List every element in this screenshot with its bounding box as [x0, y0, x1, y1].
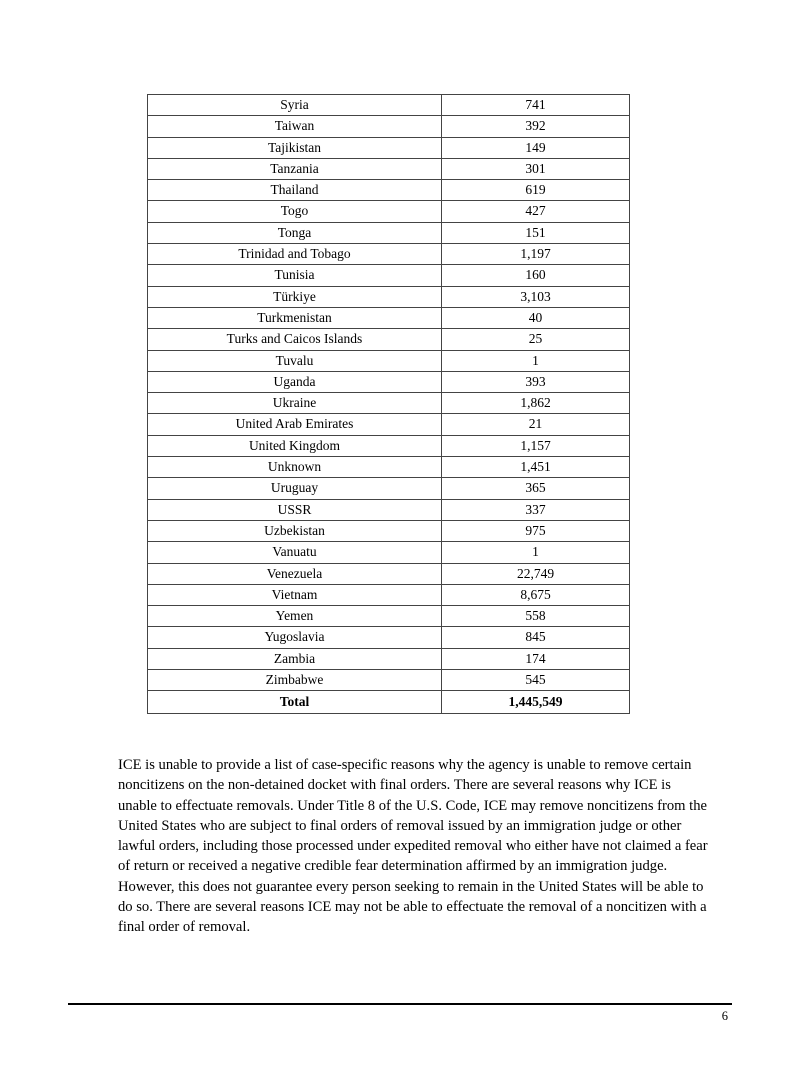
count-cell: 3,103 — [442, 286, 630, 307]
table-row — [148, 393, 630, 414]
count-cell: 151 — [442, 222, 630, 243]
count-cell: 741 — [442, 95, 630, 116]
count-cell: 337 — [442, 499, 630, 520]
count-cell: 22,749 — [442, 563, 630, 584]
table-row — [148, 158, 630, 179]
table-row — [148, 606, 630, 627]
count-cell: 558 — [442, 606, 630, 627]
country-removals-table — [147, 94, 630, 714]
total-value: 1,445,549 — [442, 691, 630, 714]
table-row — [148, 648, 630, 669]
table-row — [148, 201, 630, 222]
country-cell: Yemen — [148, 606, 442, 627]
count-cell: 1,197 — [442, 244, 630, 265]
country-cell: USSR — [148, 499, 442, 520]
table-row — [148, 286, 630, 307]
count-cell: 174 — [442, 648, 630, 669]
table-body — [148, 95, 630, 714]
body-paragraph: ICE is unable to provide a list of case-specific reasons why the agency is unable to remove certain noncitizens on the non-detained docket with final orders. There are several reasons why ICE is unable to effectuate removals. Under Title 8 of the U.S. Code, ICE may remove noncitizens from the United States who are subject to final orders of removal issued by an immigration judge or other lawful orders, including those processed under expedited removal who either have not claimed a fear of return or received a negative credible fear determination affirmed by an immigration judge. However, this does not guarantee every person seeking to remain in the United States will be able to do so. There are several reasons ICE may not be able to effectuate the removal of a noncitizen with a final order of removal. — [118, 757, 708, 936]
country-cell: Zambia — [148, 648, 442, 669]
country-cell: Trinidad and Tobago — [148, 244, 442, 265]
table-row — [148, 222, 630, 243]
country-cell: Zimbabwe — [148, 670, 442, 691]
count-cell: 8,675 — [442, 584, 630, 605]
count-cell: 1,451 — [442, 457, 630, 478]
table-row — [148, 627, 630, 648]
count-cell: 21 — [442, 414, 630, 435]
table-row — [148, 414, 630, 435]
country-cell: Uganda — [148, 371, 442, 392]
count-cell: 392 — [442, 116, 630, 137]
table-row — [148, 520, 630, 541]
country-cell: Tonga — [148, 222, 442, 243]
count-cell: 1,862 — [442, 393, 630, 414]
table-total-row — [148, 691, 630, 714]
country-cell: Vanuatu — [148, 542, 442, 563]
country-cell: Syria — [148, 95, 442, 116]
country-cell: Tuvalu — [148, 350, 442, 371]
count-cell: 975 — [442, 520, 630, 541]
count-cell: 365 — [442, 478, 630, 499]
country-cell: Türkiye — [148, 286, 442, 307]
table-row — [148, 116, 630, 137]
country-cell: Uzbekistan — [148, 520, 442, 541]
country-cell: Taiwan — [148, 116, 442, 137]
country-cell: Thailand — [148, 180, 442, 201]
count-cell: 545 — [442, 670, 630, 691]
count-cell: 1 — [442, 542, 630, 563]
country-cell: Turkmenistan — [148, 307, 442, 328]
count-cell: 845 — [442, 627, 630, 648]
country-cell: Tajikistan — [148, 137, 442, 158]
country-cell: United Arab Emirates — [148, 414, 442, 435]
table-row — [148, 584, 630, 605]
country-cell: Vietnam — [148, 584, 442, 605]
country-cell: Ukraine — [148, 393, 442, 414]
country-cell: Unknown — [148, 457, 442, 478]
country-cell: Togo — [148, 201, 442, 222]
table-row — [148, 371, 630, 392]
table-row — [148, 435, 630, 456]
count-cell: 619 — [442, 180, 630, 201]
table-row — [148, 265, 630, 286]
table-row — [148, 307, 630, 328]
table-row — [148, 350, 630, 371]
count-cell: 393 — [442, 371, 630, 392]
count-cell: 149 — [442, 137, 630, 158]
country-cell: Uruguay — [148, 478, 442, 499]
country-removals-table-container — [147, 94, 629, 714]
table-row — [148, 137, 630, 158]
footer-divider — [68, 1003, 732, 1005]
table-row — [148, 542, 630, 563]
country-cell: Tunisia — [148, 265, 442, 286]
count-cell: 427 — [442, 201, 630, 222]
count-cell: 301 — [442, 158, 630, 179]
table-row — [148, 95, 630, 116]
country-cell: Tanzania — [148, 158, 442, 179]
country-cell: United Kingdom — [148, 435, 442, 456]
table-row — [148, 180, 630, 201]
page-number: 6 — [721, 1009, 728, 1023]
table-row — [148, 563, 630, 584]
total-label: Total — [148, 691, 442, 714]
country-cell: Turks and Caicos Islands — [148, 329, 442, 350]
country-cell: Yugoslavia — [148, 627, 442, 648]
count-cell: 25 — [442, 329, 630, 350]
table-row — [148, 670, 630, 691]
table-row — [148, 499, 630, 520]
table-row — [148, 457, 630, 478]
count-cell: 160 — [442, 265, 630, 286]
table-row — [148, 478, 630, 499]
count-cell: 1,157 — [442, 435, 630, 456]
table-row — [148, 329, 630, 350]
count-cell: 40 — [442, 307, 630, 328]
count-cell: 1 — [442, 350, 630, 371]
table-row — [148, 244, 630, 265]
country-cell: Venezuela — [148, 563, 442, 584]
